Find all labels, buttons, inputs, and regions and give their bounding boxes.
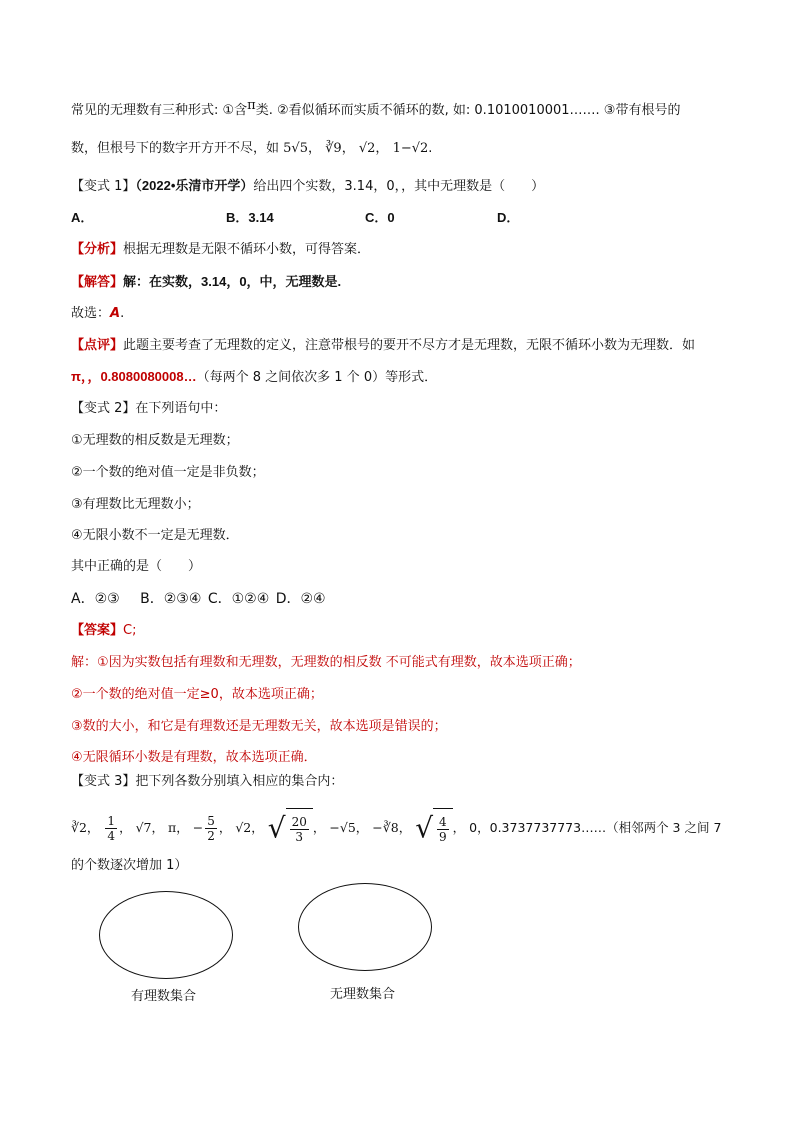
answer-value: C; [123, 623, 137, 638]
v2-statement-1: ①无理数的相反数是无理数； [71, 433, 239, 448]
comment-text-2b: （每两个 8 之间依次多 1 个 0）等形式． [196, 370, 438, 385]
choice-text: 故选： [71, 306, 111, 321]
v1-option-a: A． [71, 210, 94, 225]
num-tail: 0，0.3737737773……（相邻两个 3 之间 7 [469, 820, 722, 835]
v2-solution-3: ③数的大小，和它是有理数还是无理数无关，故本选项是错误的； [71, 719, 447, 734]
rational-set-label: 有理数集合 [131, 989, 197, 1004]
example-cuberoot9: ∛9 [325, 141, 342, 156]
v1-analysis [71, 240, 370, 260]
num-root2: √2 [235, 820, 252, 835]
v2-answer [71, 621, 136, 641]
num-root7: √7 [135, 820, 152, 835]
v2-statement-2: ②一个数的绝对值一定是非负数； [71, 465, 265, 480]
v3-numbers-line: ∛2， $\frac{1}{4}$ ， √7， π， − $\frac{5}{2}$ ， √2， √ $\frac{20}{3}$ ， −√5， −∛8， √ $\frac{4}{9}$ ， 0，0.3737737773……（相邻两个 3 之间 7 [71, 808, 721, 849]
v2-solution-4: ④无限循环小数是有理数，故本选项正确． [71, 750, 317, 765]
comment-tag: 【点评】 [71, 338, 124, 353]
v2-tag: 【变式 2】 [71, 401, 136, 416]
v1-comment-line-1 [71, 336, 695, 356]
v1-option-c: C．0 [365, 210, 395, 225]
num-cuberoot2: ∛2 [71, 820, 87, 835]
frac-1-4: $\frac{1}{4}$ [107, 814, 116, 843]
intro-line-2: 数，但根号下的数字开方开不尽，如 5√5， ∛9， √2， 1−√2. [71, 141, 433, 156]
solution-text: 解：在实数，3.14，0，中，无理数是. [123, 274, 342, 289]
v3-line-2: 的个数逐次增加 1） [71, 858, 188, 873]
rational-set-oval[interactable] [99, 891, 233, 979]
v2-question: 其中正确的是（ ） [71, 559, 202, 574]
v1-solution [71, 272, 341, 293]
sqrt-symbol: √ [415, 811, 434, 845]
v3-tag: 【变式 3】 [71, 774, 136, 789]
v1-choice: 故选：A. [71, 306, 125, 321]
comment-text-2a: π，，0.8080080008… [71, 369, 197, 384]
v2-solution-2: ②一个数的绝对值一定≥0，故本选项正确； [71, 687, 323, 702]
example-5root5: 5√5 [283, 141, 308, 156]
sqrt-4-9: $\frac{4}{9}$ [433, 808, 453, 849]
intro-line-1 [71, 98, 681, 121]
v2-statement-3: ③有理数比无理数小； [71, 497, 200, 512]
sqrt-symbol: √ [267, 811, 286, 845]
intro-text-1a: 常见的无理数有三种形式: ①含 [71, 103, 248, 118]
v1-stem-line [71, 176, 544, 197]
minus-sign: − [192, 820, 204, 835]
example-1-minus-root2: 1−√2 [392, 141, 429, 156]
num-pi: π [167, 820, 177, 835]
analysis-tag: 【分析】 [71, 242, 124, 257]
v1-option-d: D． [497, 210, 520, 225]
answer-tag: 【答案】 [71, 623, 124, 638]
v3-stem: 把下列各数分别填入相应的集合内： [135, 774, 344, 789]
v1-stem: 给出四个实数，3.14，0，，其中无理数是（ ） [253, 179, 545, 194]
intro-text-1b: 类. ②看似循环而实质不循环的数, 如: 0.1010010001……. ③带有根号的 [255, 103, 681, 118]
analysis-text: 根据无理数是无限不循环小数，可得答案． [123, 242, 371, 257]
frac-5-2: $\frac{5}{2}$ [207, 814, 215, 843]
irrational-set-oval[interactable] [298, 883, 432, 971]
v2-solution-1: 解：①因为实数包括有理数和无理数，无理数的相反数 不可能式有理数，故本选项正确； [71, 655, 581, 670]
v2-stem-line [71, 399, 226, 419]
comment-text-1: 此题主要考查了无理数的定义，注意带根号的要开不尽方才是无理数，无限不循环小数为无理数．如 [123, 338, 696, 353]
v2-stem: 在下列语句中： [135, 401, 227, 416]
v1-source: （2022•乐清市开学） [135, 178, 254, 193]
v1-tag: 【变式 1】 [71, 179, 136, 194]
v2-statement-4: ④无限小数不一定是无理数． [71, 528, 239, 543]
intro-text-2a: 数，但根号下的数字开方开不尽，如 [71, 141, 280, 156]
v1-comment-line-2 [71, 367, 437, 388]
v1-option-b: B．3.14 [226, 210, 274, 225]
pi-symbol: π [247, 98, 256, 113]
v2-options: A．②③ B．②③④ C．①②④ D．②④ [71, 591, 326, 607]
v3-stem-line [71, 772, 343, 792]
num-neg-root5: −√5 [329, 820, 356, 835]
irrational-set-label: 无理数集合 [330, 987, 396, 1002]
choice-answer: A [110, 306, 121, 321]
sqrt-20-3: $\frac{20}{3}$ [286, 808, 313, 849]
solution-tag: 【解答】 [71, 275, 124, 290]
example-root2: √2 [358, 141, 376, 156]
num-neg-cuberoot8: −∛8 [372, 820, 399, 835]
